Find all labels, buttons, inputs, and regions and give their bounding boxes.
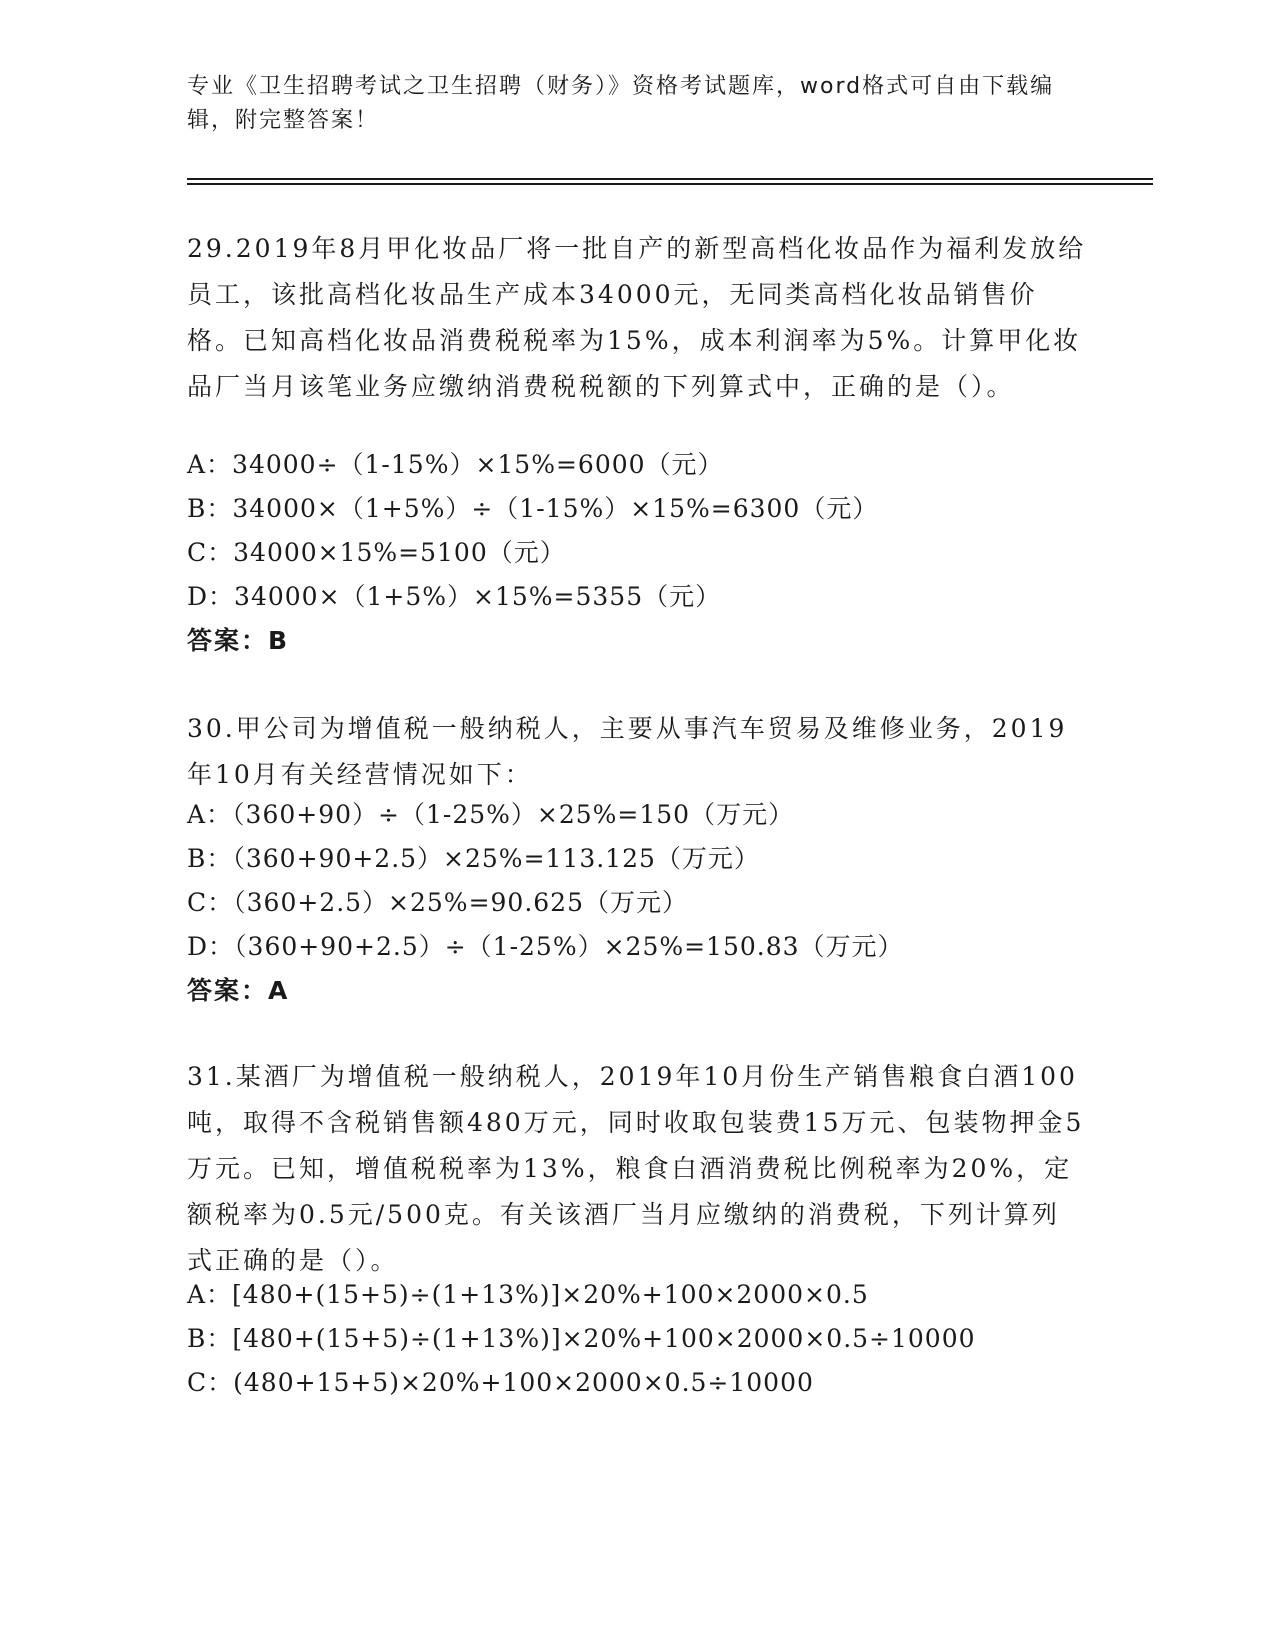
question-30-option-b: B：（360+90+2.5）×25%=113.125（万元） (187, 844, 760, 873)
question-29-option-c: C：34000×15%=5100（元） (187, 538, 566, 567)
header-divider-bottom (187, 183, 1153, 185)
question-29-option-a: A：34000÷（1-15%）×15%=6000（元） (187, 450, 724, 479)
question-29-text: 29.2019年8月甲化妆品厂将一批自产的新型高档化妆品作为福利发放给员工，该批高档化妆品生产成本34000元，无同类高档化妆品销售价格。已知高档化妆品消费税税率为15%，成本利润率为5%。计算甲化妆品厂当月该笔业务应缴纳消费税税额的下列算式中，正确的是（）。 (187, 234, 1087, 401)
question-29-answer: 答案：B (187, 626, 290, 655)
question-31-text: 31.某酒厂为增值税一般纳税人，2019年10月份生产销售粮食白酒100吨，取得不含税销售额480万元，同时收取包装费15万元、包装物押金5万元。已知，增值税税率为13%，粮食白酒消费税比例税率为20%，定额税率为0.5元/500克。有关该酒厂当月应缴纳的消费税，下列计算列式正确的是（）。 (187, 1062, 1085, 1275)
question-30-answer: 答案：A (187, 976, 290, 1005)
question-31-option-b: B：[480+(15+5)÷(1+13%)]×20%+100×2000×0.5÷10000 (187, 1324, 976, 1353)
question-30-option-a: A：（360+90）÷（1-25%）×25%=150（万元） (187, 800, 795, 829)
question-30-text: 30.甲公司为增值税一般纳税人，主要从事汽车贸易及维修业务，2019年10月有关经营情况如下： (187, 714, 1068, 789)
question-30-option-d: D：（360+90+2.5）÷（1-25%）×25%=150.83（万元） (187, 932, 904, 961)
header-text: 专业《卫生招聘考试之卫生招聘（财务）》资格考试题库，word格式可自由下载编辑，附完整答案！ (187, 74, 1055, 133)
question-29-option-d: D：34000×（1+5%）×15%=5355（元） (187, 582, 722, 611)
question-31-option-a: A：[480+(15+5)÷(1+13%)]×20%+100×2000×0.5 (187, 1280, 869, 1309)
header-divider-top (187, 178, 1153, 180)
question-29-option-b: B：34000×（1+5%）÷（1-15%）×15%=6300（元） (187, 494, 879, 523)
question-30-option-c: C：（360+2.5）×25%=90.625（万元） (187, 888, 688, 917)
question-31-option-c: C：(480+15+5)×20%+100×2000×0.5÷10000 (187, 1368, 814, 1397)
